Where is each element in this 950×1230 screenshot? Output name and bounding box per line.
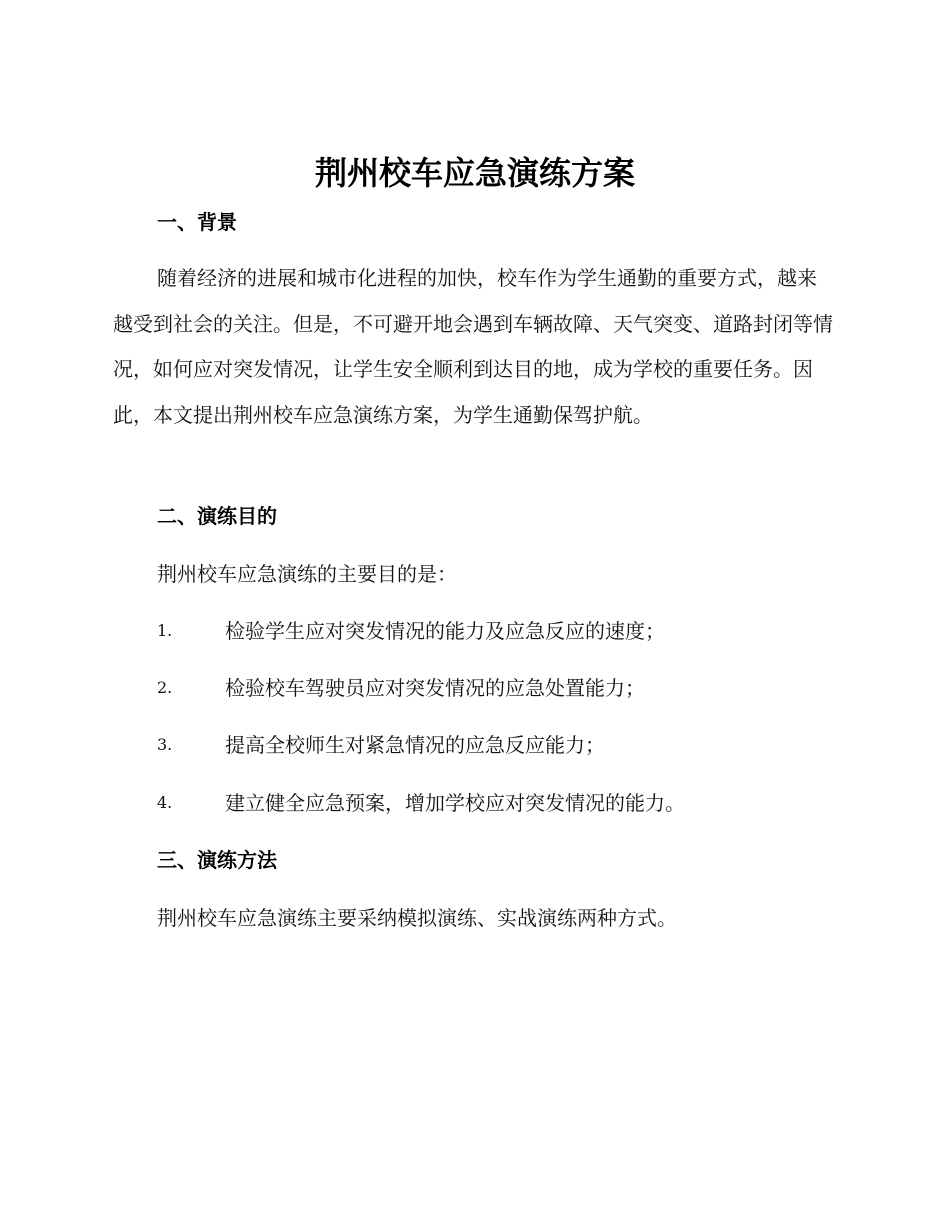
section-heading-method: 三、演练方法	[157, 848, 277, 872]
list-item-text: 检验学生应对突发情况的能力及应急反应的速度；	[225, 619, 665, 643]
list-item-number: 1.	[157, 621, 173, 640]
background-paragraph: 随着经济的进展和城市化进程的加快，校车作为学生通勤的重要方式，越来越受到社会的关注。但是，不可避开地会遇到车辆故障、天气突变、道路封闭等情况，如何应对突发情况，让学生安全顺利到达目的地，成为学校的重要任务。因此，本文提出荆州校车应急演练方案，为学生通勤保驾护航。	[113, 266, 833, 427]
section-heading-purpose: 二、演练目的	[157, 504, 277, 528]
list-item-number: 3.	[157, 735, 173, 754]
list-item-text: 建立健全应急预案，增加学校应对突发情况的能力。	[225, 791, 685, 815]
list-item-number: 2.	[157, 678, 173, 697]
list-item-text: 检验校车驾驶员应对突发情况的应急处置能力；	[225, 676, 645, 700]
section-heading-background: 一、背景	[157, 210, 237, 234]
document-title: 荆州校车应急演练方案	[314, 154, 635, 192]
list-item-text: 提高全校师生对紧急情况的应急反应能力；	[225, 733, 605, 757]
list-item-number: 4.	[157, 793, 173, 812]
method-paragraph: 荆州校车应急演练主要采纳模拟演练、实战演练两种方式。	[157, 906, 677, 930]
purpose-intro: 荆州校车应急演练的主要目的是：	[157, 562, 457, 586]
